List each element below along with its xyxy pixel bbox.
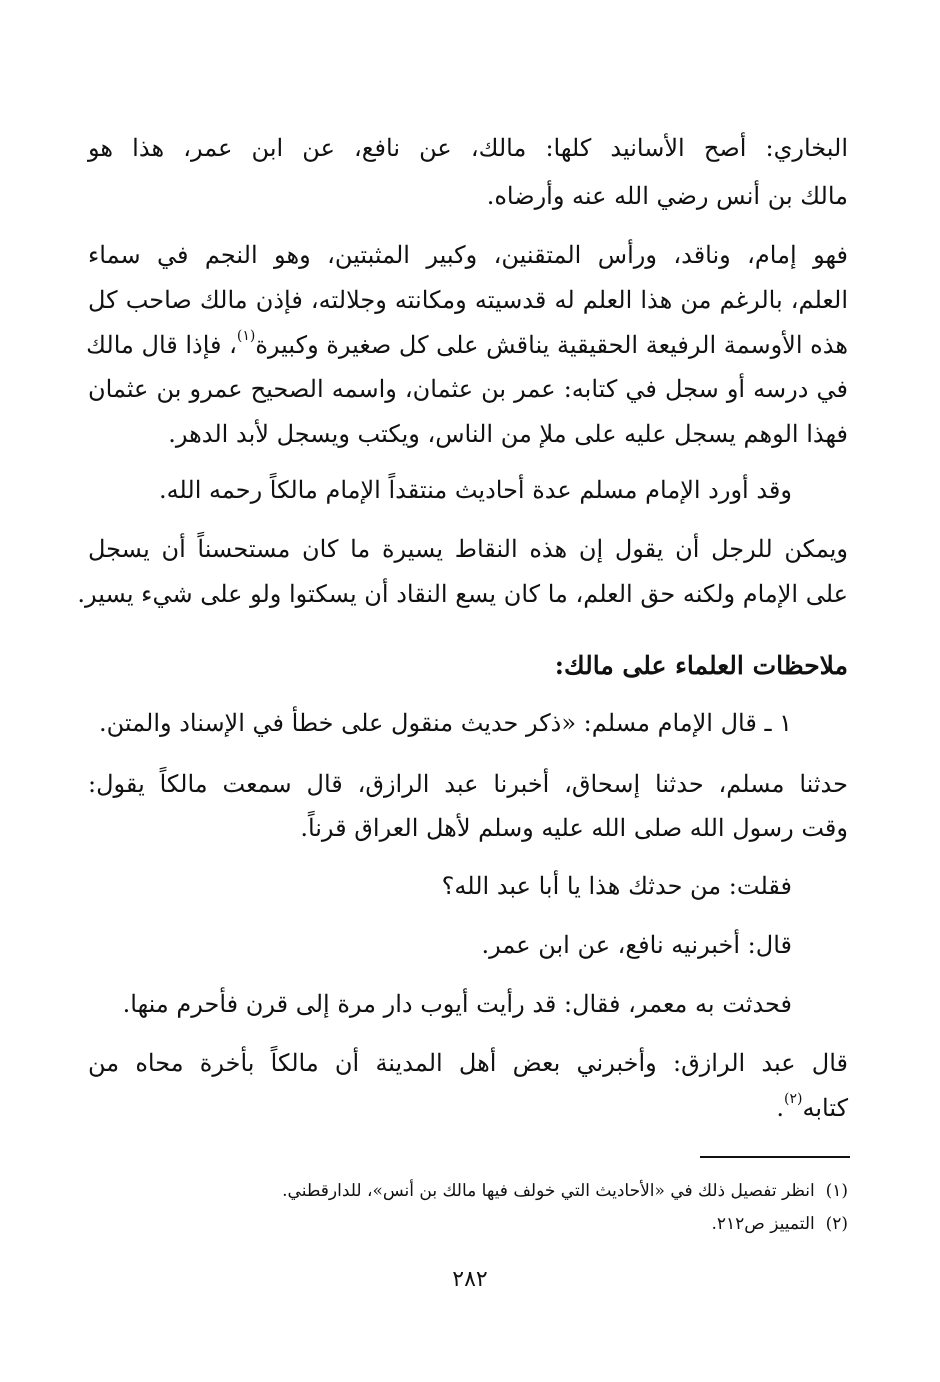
body-line: وقت رسول الله صلى الله عليه وسلم لأهل العراق قرناً. [300, 814, 848, 842]
body-line: قال عبد الرازق: وأخبرني بعض أهل المدينة أن مالكاً بأخرة محاه من [88, 1049, 848, 1077]
body-line: مالك بن أنس رضي الله عنه وأرضاه. [486, 182, 848, 210]
footnote-separator [700, 1156, 850, 1158]
body-text: كتابه [802, 1094, 848, 1122]
footnote-marker: (١) [825, 1181, 848, 1201]
body-line: في درسه أو سجل في كتابه: عمر بن عثمان، واسمه الصحيح عمرو بن عثمان [88, 375, 848, 403]
body-line: حدثنا مسلم، حدثنا إسحاق، أخبرنا عبد الرازق، قال سمعت مالكاً يقول: [88, 770, 848, 798]
body-line: وقد أورد الإمام مسلم عدة أحاديث منتقداً الإمام مالكاً رحمه الله. [158, 476, 792, 504]
body-line: فهو إمام، وناقد، ورأس المتقنين، وكبير المثبتين، وهو النجم في سماء [88, 241, 848, 269]
footnote [282, 1180, 848, 1202]
section-heading: ملاحظات العلماء على مالك: [554, 651, 848, 680]
page-number: ٢٨٢ [452, 1267, 488, 1292]
body-line: البخاري: أصح الأسانيد كلها: مالك، عن نافع، عن ابن عمر، هذا هو [88, 134, 848, 162]
body-line: فقلت: من حدثك هذا يا أبا عبد الله؟ [441, 872, 792, 900]
footnote [711, 1213, 848, 1235]
footnote-text: انظر تفصيل ذلك في «الأحاديث التي خولف فيها مالك بن أنس»، للدارقطني. [282, 1181, 815, 1201]
body-line: ويمكن للرجل أن يقول إن هذه النقاط يسيرة ما كان مستحسناً أن يسجل [88, 535, 848, 563]
footnote-reference: (٢) [784, 1091, 803, 1107]
body-line-with-note [88, 329, 848, 365]
footnote-reference: (١) [236, 328, 256, 344]
body-line: قال: أخبرنيه نافع، عن ابن عمر. [481, 931, 792, 959]
footnote-text: التمييز ص٢١٢. [711, 1214, 815, 1234]
body-text: . [776, 1094, 784, 1122]
body-line: على الإمام ولكنه حق العلم، ما كان يسع النقاد أن يسكتوا ولو على شيء يسير. [77, 580, 848, 608]
body-line-with-note [776, 1092, 848, 1128]
body-line: فهذا الوهم يسجل عليه على ملإ من الناس، ويكتب ويسجل لأبد الدهر. [168, 420, 848, 448]
body-line: العلم، بالرغم من هذا العلم له قدسيته ومكانته وجلالته، فإذن مالك صاحب كل [88, 286, 848, 314]
body-text: ، فإذا قال مالك [86, 331, 237, 359]
footnote-marker: (٢) [825, 1214, 848, 1234]
body-line: ١ ـ قال الإمام مسلم: «ذكر حديث منقول على خطأ في الإسناد والمتن. [98, 709, 792, 737]
body-text: هذه الأوسمة الرفيعة الحقيقية يناقش على كل صغيرة وكبيرة [255, 331, 848, 359]
body-line: فحدثت به معمر، فقال: قد رأيت أيوب دار مرة إلى قرن فأحرم منها. [122, 990, 792, 1018]
